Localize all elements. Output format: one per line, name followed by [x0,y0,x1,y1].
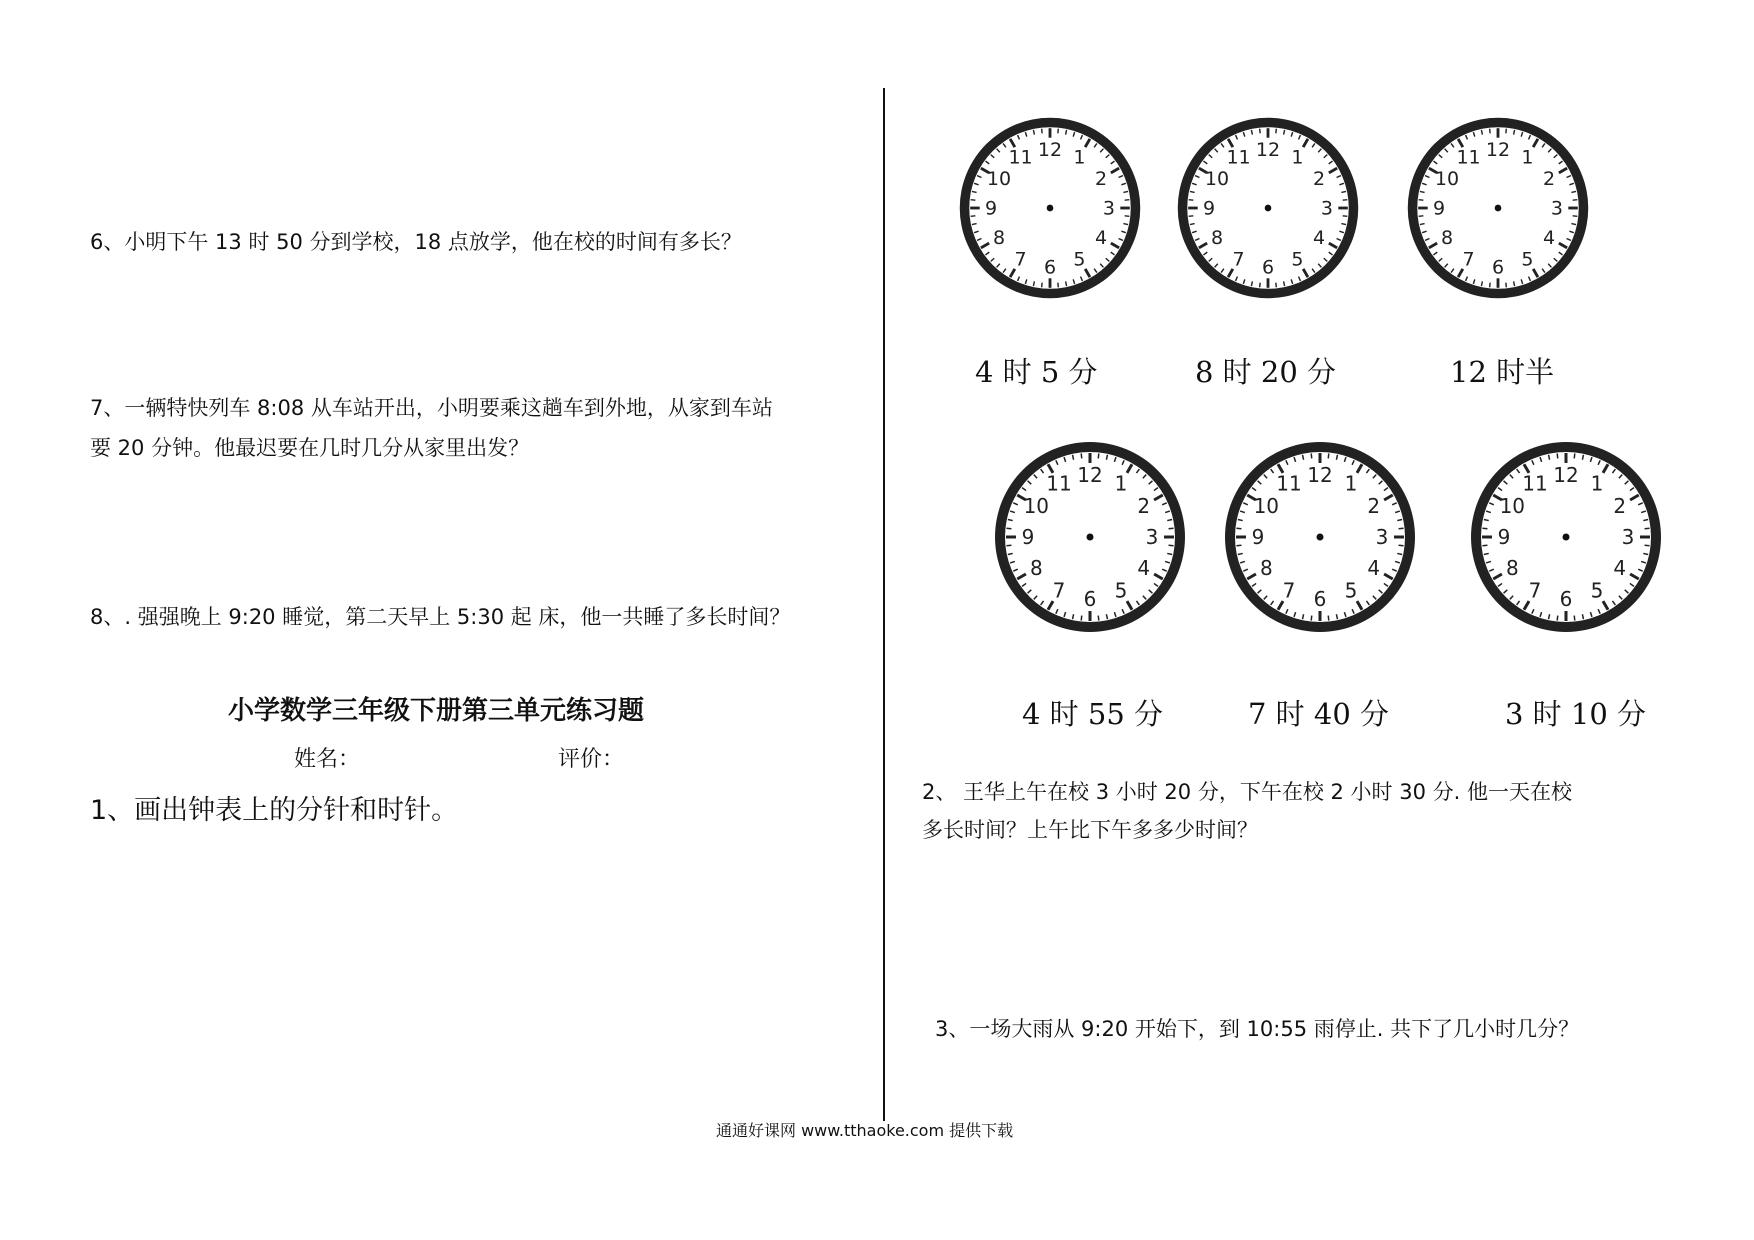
clock-number: 5 [1590,578,1604,603]
minute-tick [972,191,977,192]
clock-number: 4 [1613,556,1627,580]
minute-tick [1328,616,1329,621]
clock-number: 1 [1291,146,1304,169]
clock-caption: 3 时 10 分 [1505,697,1647,731]
clock-number: 8 [1210,227,1224,250]
question-6: 6、小明下午 13 时 50 分到学校，18 点放学，他在校的时间有多长？ [90,230,742,254]
minute-tick [1098,616,1099,621]
minute-tick [1514,130,1515,135]
clock-number: 9 [1251,525,1265,549]
clock-number: 11 [1008,146,1033,169]
worksheet-title: 小学数学三年级下册第三单元练习题 [228,696,645,726]
minute-tick [1481,281,1482,286]
minute-tick [1484,553,1489,554]
minute-tick [1311,453,1312,458]
clock-number: 4 [1367,556,1381,580]
clock-number: 11 [1276,471,1302,496]
clock-number: 8 [1505,556,1519,580]
clock-number: 8 [1259,556,1273,580]
minute-tick [1008,553,1013,554]
minute-tick [1336,614,1337,619]
clock-face [1466,437,1666,637]
clock-number: 6 [1559,587,1573,611]
minute-tick [1420,224,1425,225]
minute-tick [1190,224,1195,225]
clock-number: 10 [1434,168,1460,191]
clock-number: 3 [1320,197,1333,220]
clock-number: 10 [1253,494,1280,518]
minute-tick [1123,224,1128,225]
clock-number: 10 [1499,494,1526,518]
minute-tick [1284,281,1285,286]
clock-number: 2 [1613,494,1627,518]
minute-tick [1167,553,1172,554]
minute-tick [1341,224,1346,225]
question-8: 8、. 强强晚上 9:20 睡觉，第二天早上 5:30 起 床，他一共睡了多长时间？ [90,605,791,629]
minute-tick [1303,455,1304,460]
minute-tick [1081,616,1082,621]
minute-tick [1420,191,1425,192]
minute-tick [1167,520,1172,521]
clock-face [1173,113,1363,303]
clock-number: 7 [1282,578,1296,603]
clock-number: 7 [1462,248,1475,271]
minute-tick [1557,453,1558,458]
clock-center-dot [1317,534,1324,541]
minute-tick [1236,528,1241,529]
clock-number: 6 [1491,256,1505,279]
clock-number: 10 [986,168,1012,191]
clock-number: 2 [1094,168,1108,191]
clock-number: 6 [1261,256,1275,279]
clock-caption: 12 时半 [1450,355,1555,389]
minute-tick [1399,528,1404,529]
clock-number: 4 [1312,227,1326,250]
clock-number: 12 [1077,463,1103,487]
question-7-line-1: 7、一辆特快列车 8:08 从车站开出，小明要乘这趟车到外地，从家到车站 [90,396,773,420]
minute-tick [1482,528,1487,529]
minute-tick [1033,281,1034,286]
clock-number: 7 [1528,578,1542,603]
clock-number: 2 [1542,168,1556,191]
clock-caption: 8 时 20 分 [1195,355,1337,389]
minute-tick [1514,281,1515,286]
clock-face [1220,437,1420,637]
clock-number: 3 [1375,525,1389,549]
minute-tick [1123,191,1128,192]
grade-label: 评价： [558,747,625,772]
clock-number: 11 [1046,471,1072,496]
minute-tick [1328,453,1329,458]
clock-center-dot [1265,205,1272,212]
minute-tick [1251,130,1252,135]
clock-face [990,437,1190,637]
minute-tick [1643,553,1648,554]
minute-tick [1549,455,1550,460]
question-3: 3、一场大雨从 9:20 开始下，到 10:55 雨停止. 共下了几小时几分？ [935,1017,1580,1041]
minute-tick [1066,281,1067,286]
clock-number: 2 [1367,494,1381,518]
minute-tick [1397,553,1402,554]
minute-tick [1571,191,1576,192]
clock-number: 10 [1204,168,1230,191]
clock-number: 4 [1094,227,1108,250]
minute-tick [1169,528,1174,529]
minute-tick [1571,224,1576,225]
clock-number: 12 [1485,138,1511,161]
clock-number: 12 [1037,138,1063,161]
minute-tick [1169,545,1174,546]
clock-center-dot [1047,205,1054,212]
clock-face [1403,113,1593,303]
clock-number: 3 [1550,197,1563,220]
clock-number: 4 [1542,227,1556,250]
minute-tick [1482,545,1487,546]
clock-number: 5 [1521,248,1534,271]
minute-tick [1006,545,1011,546]
clock-number: 3 [1102,197,1115,220]
clock-number: 4 [1137,556,1151,580]
minute-tick [1399,545,1404,546]
clock-number: 1 [1521,146,1534,169]
clock-number: 9 [1021,525,1035,549]
clock-number: 12 [1255,138,1281,161]
minute-tick [1582,455,1583,460]
clock-number: 11 [1456,146,1481,169]
minute-tick [1336,455,1337,460]
clock-number: 3 [1145,525,1159,549]
clock-number: 10 [1023,494,1050,518]
clock-number: 11 [1522,471,1548,496]
minute-tick [1238,553,1243,554]
clock-number: 8 [992,227,1006,250]
clock-caption: 4 时 55 分 [1022,697,1164,731]
minute-tick [1033,130,1034,135]
clock-number: 1 [1114,471,1128,496]
clock-caption: 7 时 40 分 [1248,697,1390,731]
clock-number: 9 [1497,525,1511,549]
minute-tick [1008,520,1013,521]
clock-number: 9 [985,197,998,220]
clock-number: 2 [1312,168,1326,191]
clock-center-dot [1563,534,1570,541]
minute-tick [1006,528,1011,529]
clock-number: 6 [1083,587,1097,611]
question-2-line-2: 多长时间？上午比下午多多少时间？ [922,818,1258,842]
minute-tick [1397,520,1402,521]
minute-tick [1481,130,1482,135]
minute-tick [1236,545,1241,546]
minute-tick [1073,455,1074,460]
clock-center-dot [1495,205,1502,212]
clock-number: 1 [1073,146,1086,169]
minute-tick [1645,545,1650,546]
clock-center-dot [1087,534,1094,541]
minute-tick [1574,616,1575,621]
clock-number: 5 [1344,578,1358,603]
minute-tick [1190,191,1195,192]
minute-tick [1484,520,1489,521]
question-7-line-2: 要 20 分钟。他最迟要在几时几分从家里出发？ [90,436,530,460]
name-label: 姓名： [294,747,361,772]
minute-tick [1557,616,1558,621]
clock-number: 12 [1553,463,1579,487]
minute-tick [1311,616,1312,621]
clock-number: 6 [1313,587,1327,611]
clock-number: 8 [1440,227,1454,250]
clock-face [955,113,1145,303]
minute-tick [1073,614,1074,619]
clock-number: 5 [1291,248,1304,271]
minute-tick [1645,528,1650,529]
question-1: 1、画出钟表上的分针和时针。 [90,795,459,826]
clock-number: 12 [1307,463,1333,487]
clock-number: 5 [1073,248,1086,271]
minute-tick [1341,191,1346,192]
minute-tick [972,224,977,225]
minute-tick [1643,520,1648,521]
minute-tick [1574,453,1575,458]
minute-tick [1066,130,1067,135]
minute-tick [1106,614,1107,619]
clock-number: 5 [1114,578,1128,603]
minute-tick [1098,453,1099,458]
minute-tick [1303,614,1304,619]
minute-tick [1251,281,1252,286]
clock-number: 11 [1226,146,1251,169]
clock-number: 2 [1137,494,1151,518]
minute-tick [1582,614,1583,619]
clock-number: 7 [1052,578,1066,603]
question-2-line-1: 2、 王华上午在校 3 小时 20 分，下午在校 2 小时 30 分. 他一天在校 [922,780,1572,804]
minute-tick [1284,130,1285,135]
clock-caption: 4 时 5 分 [975,355,1098,389]
clock-number: 9 [1433,197,1446,220]
clock-number: 1 [1344,471,1358,496]
clock-number: 3 [1621,525,1635,549]
clock-number: 9 [1203,197,1216,220]
footer-credit: 通通好课网 www.tthaoke.com 提供下载 [716,1121,1014,1140]
minute-tick [1106,455,1107,460]
minute-tick [1081,453,1082,458]
clock-number: 1 [1590,471,1604,496]
clock-number: 8 [1029,556,1043,580]
minute-tick [1549,614,1550,619]
clock-number: 7 [1014,248,1027,271]
clock-number: 7 [1232,248,1245,271]
clock-number: 6 [1043,256,1057,279]
minute-tick [1238,520,1243,521]
column-divider [883,88,885,1121]
